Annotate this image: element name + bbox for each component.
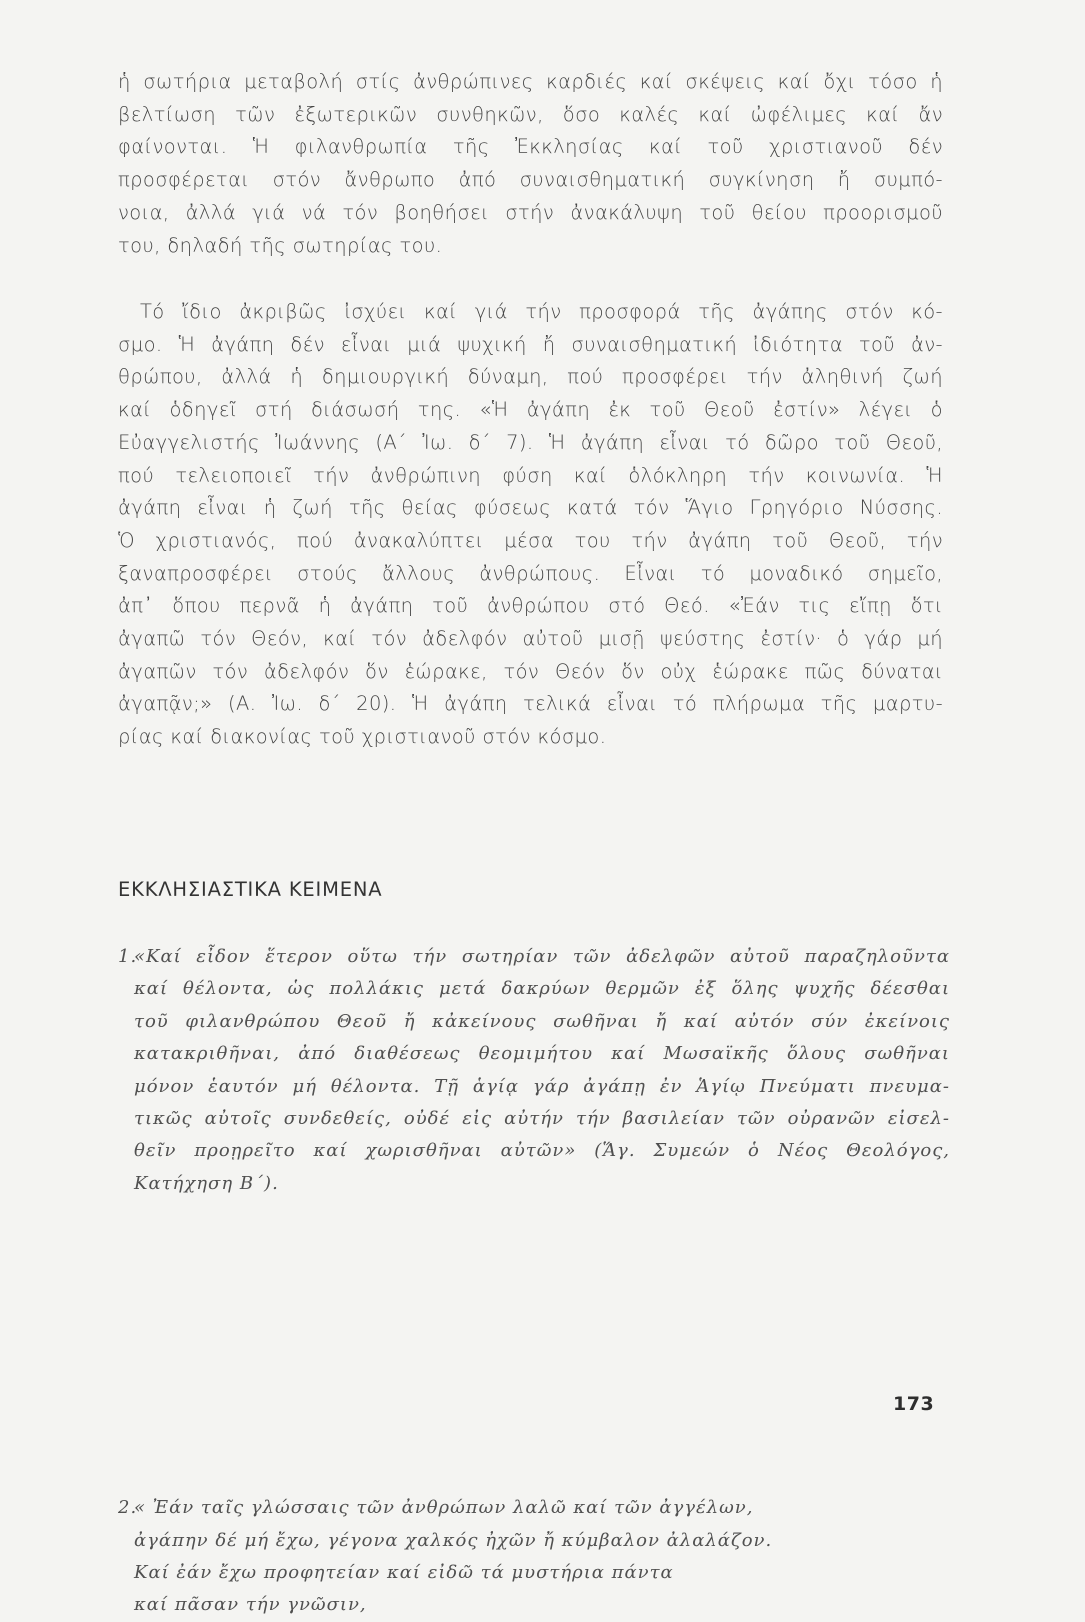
quote-1 (118, 941, 950, 1200)
text-line: θρώπου, ἀλλά ἡ δημιουργική δύναμη, πού προσφέρει τήν ἀληθινή ζωή (118, 365, 943, 389)
text-line: νοια, ἀλλά γιά νά τόν βοηθήσει στήν ἀνακάλυψη τοῦ θείου προορισμοῦ (118, 200, 943, 224)
text-line: φαίνονται. Ἡ φιλανθρωπία τῆς Ἐκκλησίας καί τοῦ χριστιανοῦ δέν (118, 135, 943, 159)
text-line: ἀπ᾿ ὅπου περνᾶ ἡ ἀγάπη τοῦ ἀνθρώπου στό Θεό. «Ἐάν τις εἴπῃ ὅτι (118, 594, 943, 618)
text-line: ξαναπροσφέρει στούς ἄλλους ἀνθρώπους. Εἶναι τό μοναδικό σημεῖο, (118, 561, 943, 585)
quote-line: Κατήχηση Β΄). (134, 1172, 279, 1194)
quote-line: θεῖν προῃρεῖτο καί χωρισθῆναι αὐτῶν» (Ἅγ. Συμεών ὁ Νέος Θεολόγος, (134, 1140, 950, 1162)
text-line: ἀγαπῶν τόν ἀδελφόν ὅν ἑώρακε, τόν Θεόν ὅν οὐχ ἑώρακε πῶς δύναται (118, 659, 943, 683)
quote-line: τικῶς αὐτοῖς συνδεθείς, οὐδέ εἰς αὐτήν τήν βασιλείαν τῶν οὐρανῶν εἰσελ- (134, 1108, 950, 1130)
text-line: προσφέρεται στόν ἄνθρωπο ἀπό συναισθηματική συγκίνηση ἤ συμπό- (118, 168, 943, 192)
text-line: σμο. Ἡ ἀγάπη δέν εἶναι μιά ψυχική ἤ συναισθηματική ἰδιότητα τοῦ ἀν- (118, 332, 943, 356)
quote-number: 2. (118, 1497, 138, 1519)
text-line: Εὐαγγελιστής Ἰωάννης (Α΄ Ἰω. δ΄ 7). Ἡ ἀγάπη εἶναι τό δῶρο τοῦ Θεοῦ, (118, 430, 943, 454)
quote-line: « Ἐάν ταῖς γλώσσαις τῶν ἀνθρώπων λαλῶ καί τῶν ἀγγέλων, (134, 1497, 754, 1519)
text-line: καί ὁδηγεῖ στή διάσωσή της. «Ἡ ἀγάπη ἐκ τοῦ Θεοῦ ἐστίν» λέγει ὁ (118, 398, 943, 422)
page-number: 173 (893, 1393, 935, 1415)
section-heading: ΕΚΚΛΗΣΙΑΣΤΙΚΑ ΚΕΙΜΕΝΑ (118, 878, 383, 901)
text-line: του, δηλαδή τῆς σωτηρίας του. (118, 233, 443, 257)
text-line: ἀγαπᾷν;» (Α. Ἰω. δ΄ 20). Ἡ ἀγάπη τελικά εἶναι τό πλήρωμα τῆς μαρτυ- (118, 692, 943, 716)
text-line: βελτίωση τῶν ἐξωτερικῶν συνθηκῶν, ὅσο καλές καί ὠφέλιμες καί ἄν (118, 102, 943, 126)
text-line: ἀγάπη εἶναι ἡ ζωή τῆς θείας φύσεως κατά τόν Ἅγιο Γρηγόριο Νύσσης. (118, 496, 943, 520)
quote-line: καί πᾶσαν τήν γνῶσιν, (134, 1594, 367, 1616)
text-line: ἀγαπῶ τόν Θεόν, καί τόν ἀδελφόν αὐτοῦ μισῇ ψεύστης ἐστίν· ὁ γάρ μή (118, 627, 943, 651)
quote-line: κατακριθῆναι, ἀπό διαθέσεως θεομιμήτου καί Μωσαϊκῆς ὅλους σωθῆναι (134, 1043, 950, 1065)
text-line: Ὁ χριστιανός, πού ἀνακαλύπτει μέσα του τήν ἀγάπη τοῦ Θεοῦ, τήν (118, 528, 943, 552)
quote-line: «Καί εἶδον ἕτερον οὕτω τήν σωτηρίαν τῶν ἀδελφῶν αὐτοῦ παραζηλοῦντα (134, 946, 950, 967)
paragraph-2 (118, 296, 943, 754)
paragraph-1 (118, 66, 943, 262)
text-line: Τό ἴδιο ἀκριβῶς ἰσχύει καί γιά τήν προσφορά τῆς ἀγάπης στόν κό- (140, 300, 943, 323)
quote-line: Καί ἐάν ἔχω προφητείαν καί εἰδῶ τά μυστήρια πάντα (134, 1562, 674, 1584)
quote-line: μόνον ἑαυτόν μή θέλοντα. Τῇ ἁγίᾳ γάρ ἀγάπῃ ἐν Ἁγίῳ Πνεύματι πνευμα- (134, 1075, 950, 1097)
quote-line: τοῦ φιλανθρώπου Θεοῦ ἤ κἀκείνους σωθῆναι ἤ καί αὐτόν σύν ἐκείνοις (134, 1010, 950, 1032)
quote-2 (118, 1492, 950, 1622)
quote-line: καί θέλοντα, ὡς πολλάκις μετά δακρύων θερμῶν ἐξ ὅλης ψυχῆς δέεσθαι (134, 978, 950, 1000)
text-line: ρίας καί διακονίας τοῦ χριστιανοῦ στόν κόσμο. (118, 725, 607, 749)
text-line: ἡ σωτήρια μεταβολή στίς ἀνθρώπινες καρδιές καί σκέψεις καί ὄχι τόσο ἡ (118, 70, 943, 93)
quote-number: 1. (118, 946, 138, 967)
text-line: πού τελειοποιεῖ τήν ἀνθρώπινη φύση καί ὁλόκληρη τήν κοινωνία. Ἡ (118, 463, 943, 487)
quote-line: ἀγάπην δέ μή ἔχω, γέγονα χαλκός ἠχῶν ἤ κύμβαλον ἀλαλάζον. (134, 1529, 773, 1551)
